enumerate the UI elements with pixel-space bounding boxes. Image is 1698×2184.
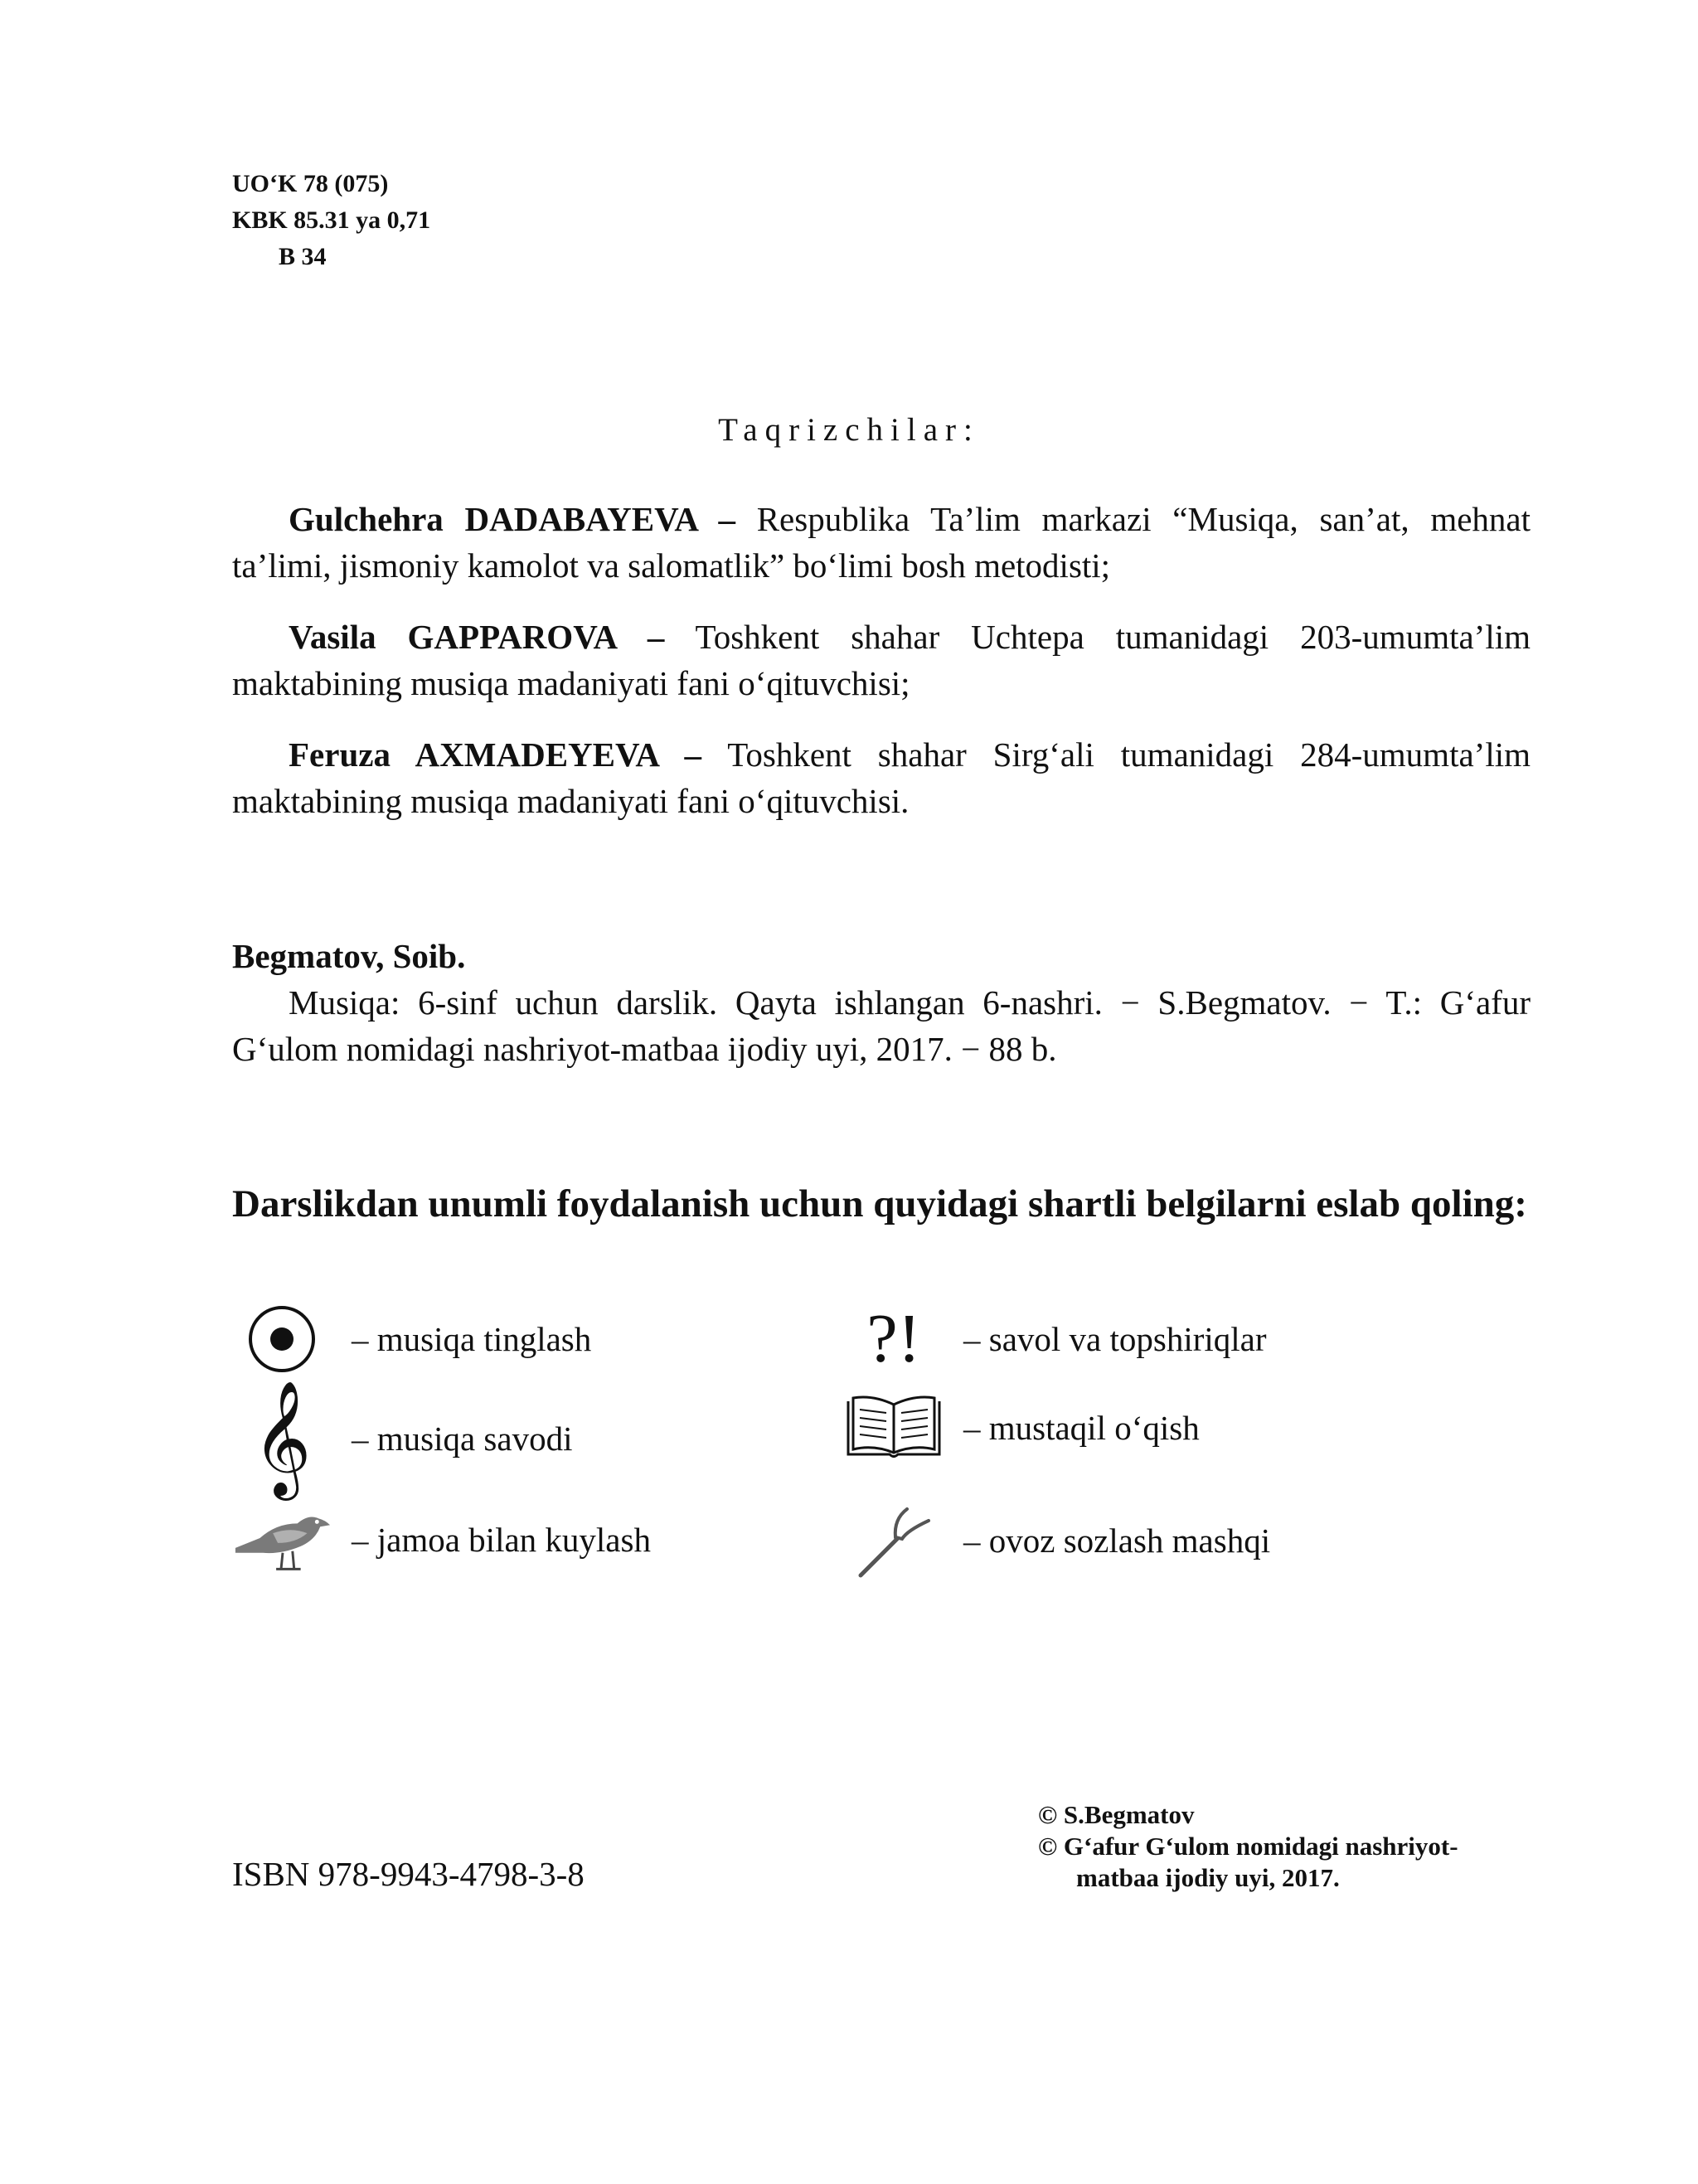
legend-label: – savol va topshiriqlar: [963, 1320, 1267, 1358]
reviewer-entry: [232, 614, 1531, 706]
reviewer-entry: [232, 496, 1531, 589]
legend-item-music-literacy: [232, 1376, 572, 1501]
treble-clef-icon: 𝄞: [252, 1381, 312, 1496]
legend-item-voice-warmup: [844, 1501, 1270, 1580]
legend-label: – jamoa bilan kuylash: [352, 1521, 651, 1559]
reviewer-entry: [232, 731, 1531, 824]
legend-item-independent-reading: [844, 1393, 1200, 1463]
author-mark: B 34: [279, 243, 327, 270]
question-exclamation-icon: ?!: [866, 1300, 921, 1377]
bbk-code: KBK 85.31 ya 0,71: [232, 206, 431, 234]
reviewer-name: Gulchehra DADABAYEVA –: [289, 500, 735, 538]
copyright-publisher-continued: matbaa ijodiy uyi, 2017.: [1076, 1863, 1340, 1892]
legend-label: – ovoz sozlash mashqi: [963, 1522, 1271, 1560]
listen-icon: [232, 1303, 332, 1375]
reviewers-heading: Taqrizchilar:: [718, 412, 980, 448]
legend-label: – musiqa tinglash: [352, 1320, 592, 1358]
legend-item-listen: [232, 1303, 591, 1375]
udk-code: UO‘K 78 (075): [232, 170, 389, 197]
bibliography-entry: Musiqa: 6-sinf uchun darslik. Qayta ishlangan 6-nashri. − S.Begmatov. − T.: G‘afur G‘ulom nomidagi nashriyot-matbaa ijodiy uyi, 2017. − 88 b.: [232, 983, 1531, 1068]
bird-icon: [232, 1505, 332, 1575]
classification-codes: [232, 166, 430, 275]
copyright-author: © S.Begmatov: [1038, 1800, 1195, 1829]
isbn: ISBN 978-9943-4798-3-8: [232, 1855, 585, 1893]
reviewer-name: Vasila GAPPAROVA –: [289, 618, 665, 656]
open-book-icon: [844, 1395, 944, 1461]
legend-item-choral-singing: [232, 1502, 651, 1577]
bibliography-author: Begmatov, Soib.: [232, 937, 466, 975]
bibliographic-record: [232, 933, 1531, 1072]
legend-label: – musiqa savodi: [352, 1420, 573, 1458]
reviewer-description: Respublika Ta’lim markazi “Musiqa, san’at, mehnat ta’limi, jismoniy kamolot va salomatlik” bo‘limi bosh metodisti;: [232, 500, 1531, 585]
copyright-publisher: © G‘afur G‘ulom nomidagi nashriyot-: [1038, 1832, 1458, 1861]
legend-item-questions: [844, 1300, 1267, 1377]
reviewer-description: Toshkent shahar Sirg‘ali tumanidagi 284-umumta’lim maktabining musiqa madaniyati fani o‘qituvchisi.: [232, 735, 1531, 820]
reviewer-description: Toshkent shahar Uchtepa tumanidagi 203-umumta’lim maktabining musiqa madaniyati fani o‘qituvchisi;: [232, 618, 1531, 702]
copyright-block: [1038, 1799, 1458, 1894]
reviewer-name: Feruza AXMADEYEVA –: [289, 735, 702, 774]
legend-title: Darslikdan unumli foydalanish uchun quyidagi shartli belgilarni eslab qoling:: [232, 1182, 1527, 1225]
legend-label: – mustaqil o‘qish: [963, 1409, 1200, 1447]
tuning-fork-icon: [844, 1501, 944, 1580]
